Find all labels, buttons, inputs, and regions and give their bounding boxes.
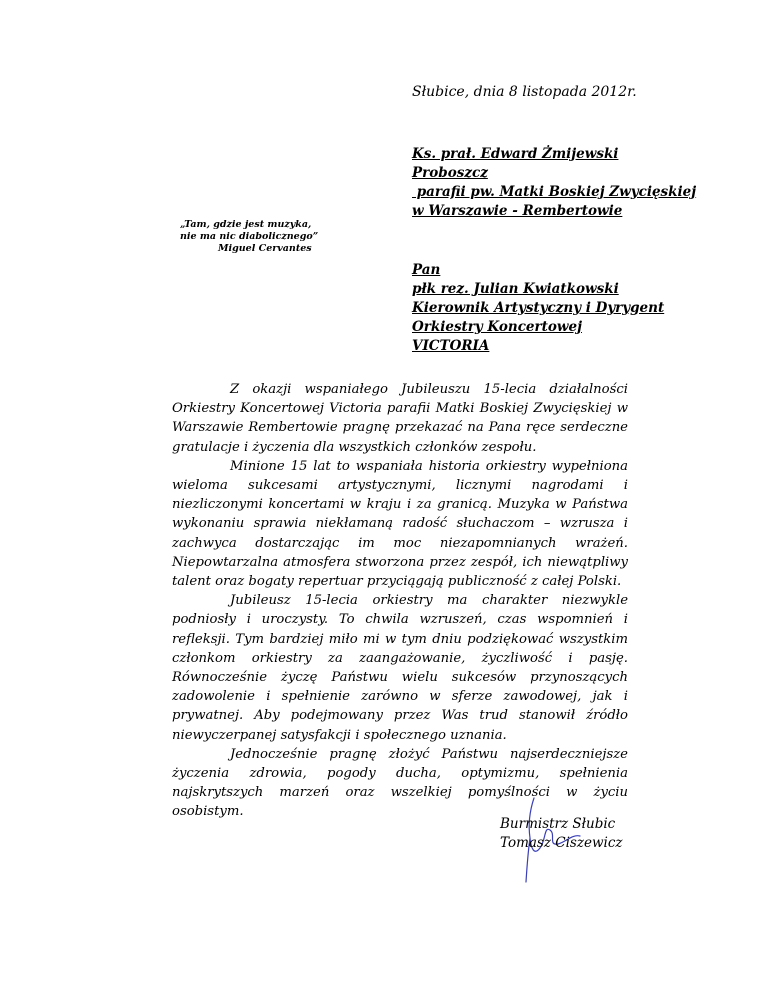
- paragraph: Jednocześnie pragnę złożyć Państwu najserdeczniejsze życzenia zdrowia, pogody ducha, optymizmu, spełnienia najskrytszych marzeń oraz wszelkiej pomyślności w życiu osobistym.: [172, 746, 628, 820]
- signatory-block: [500, 815, 623, 853]
- quote-author: Miguel Cervantes: [218, 243, 312, 254]
- quote-line: nie ma nic diabolicznego”: [180, 231, 319, 242]
- recipient-line: w Warszawie - Rembertowie: [412, 203, 623, 219]
- quote-line: „Tam, gdzie jest muzyka,: [180, 219, 312, 230]
- recipient-line: parafii pw. Matki Boskiej Zwycięskiej: [412, 184, 697, 200]
- recipient-line: Ks. prał. Edward Żmijewski: [412, 146, 619, 162]
- recipient-line: Pan: [412, 262, 441, 278]
- signatory-title: Burmistrz Słubic: [500, 816, 616, 832]
- signatory-name: Tomasz Ciszewicz: [500, 835, 623, 851]
- recipient-line: płk rez. Julian Kwiatkowski: [412, 281, 619, 297]
- recipient-block-conductor: [412, 261, 664, 356]
- date-line: Słubice, dnia 8 listopada 2012r.: [412, 84, 637, 100]
- recipient-block-priest: [412, 145, 696, 221]
- recipient-line: Proboszcz: [412, 165, 488, 181]
- recipient-line: VICTORIA: [412, 338, 490, 354]
- recipient-line: Kierownik Artystyczny i Dyrygent: [412, 300, 665, 316]
- paragraph: Minione 15 lat to wspaniała historia orkiestry wypełniona wieloma sukcesami artystycznymi, licznymi nagrodami i niezliczonymi koncertami w kraju i za granicą. Muzyka w Państwa wykonaniu sprawia niekłamaną radość słuchaczom – wzrusza i zachwyca dostarczając im moc niezapomnianych wrażeń. Niepowtarzalna atmosfera stworzona przez zespół, ich niewątpliwy talent oraz bogaty repertuar przyciągają publiczność z całej Polski.: [172, 458, 628, 590]
- paragraph: Z okazji wspaniałego Jubileuszu 15-lecia działalności Orkiestry Koncertowej Victoria parafii Matki Boskiej Zwycięskiej w Warszawie Rembertowie pragnę przekazać na Pana ręce serdeczne gratulacje i życzenia dla wszystkich członków zespołu.: [172, 382, 628, 455]
- letter-body: [172, 380, 628, 822]
- paragraph: Jubileusz 15-lecia orkiestry ma charakter niezwykle podniosły i uroczysty. To chwila wzruszeń, czas wspomnień i refleksji. Tym bardziej miło mi w tym dniu podziękować wszystkim członkom orkiestry za zaangażowanie, życzliwość i pasję. Równocześnie życzę Państwu wielu sukcesów przynoszących zadowolenie i spełnienie zarówno w sferze zawodowej, jak i prywatnej. Aby podejmowany przez Was trud stanowił źródło niewyczerpanej satysfakcji i społecznego uznania.: [172, 593, 628, 743]
- epigraph-quote: [180, 219, 318, 255]
- recipient-line: Orkiestry Koncertowej: [412, 319, 582, 335]
